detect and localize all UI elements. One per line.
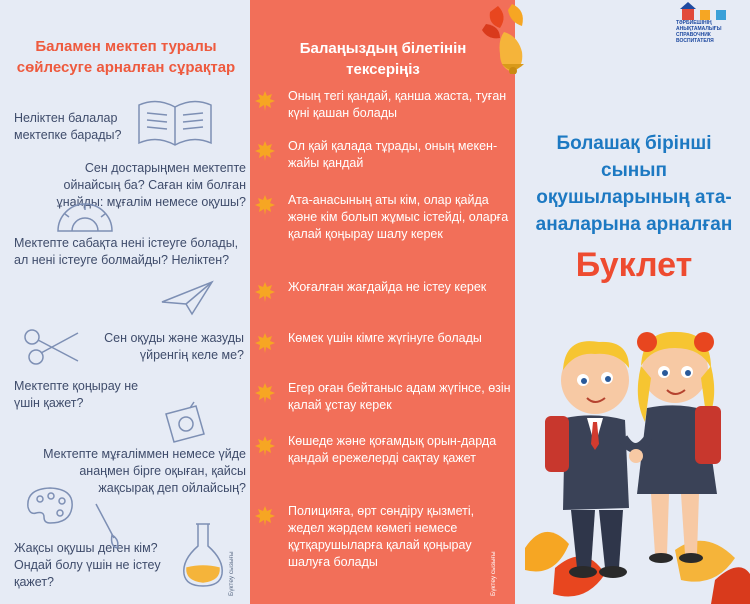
- maple-leaf-icon: [254, 279, 282, 308]
- checklist-item-2: [254, 138, 512, 172]
- question-7: Жақсы оқушы деген кім? Ондай болу үшін не істеу қажет?: [14, 541, 161, 589]
- question-5: Мектепте қоңырау не үшін қажет?: [14, 379, 139, 410]
- checklist-item-5: [254, 330, 512, 359]
- scissors-icon: [22, 325, 82, 370]
- sharpener-icon: [160, 400, 210, 445]
- checklist-item-8: [254, 503, 512, 571]
- flask-icon: [178, 520, 228, 590]
- checklist-item-4: [254, 279, 512, 308]
- checklist-item-1: [254, 88, 512, 122]
- checklist-item-6: [254, 380, 512, 414]
- checklist-item-text: Көшеде және қоғамдық орын-дарда қандай ережелерді сақтау қажет: [288, 434, 497, 465]
- checklist-item-text: Полицияға, өрт сөндіру қызметі, жедел жәрдем көмегі немесе құтқарушыларға қалай қоңырау шалуға болады: [288, 504, 475, 569]
- question-2: Сен достарыңмен мектепте ойнайсың ба? Саған кім болған ұнайды: мұғалім немесе оқушы?: [56, 161, 246, 209]
- maple-leaf-icon: [254, 433, 282, 467]
- checklist-item-text: Ол қай қалада тұрады, оның мекен-жайы қандай: [288, 139, 498, 170]
- maple-leaf-icon: [254, 88, 282, 122]
- question-1: Неліктен балалар мектепке барады?: [14, 111, 122, 142]
- school-building-logo: [676, 2, 742, 20]
- checklist-item-text: Ата-анасының аты кім, олар қайда және кім болып жұмыс істейді, оларға қалай қоңырау шалу керек: [288, 193, 509, 241]
- checklist-item-text: Жоғалған жағдайда не істеу керек: [288, 280, 487, 294]
- left-panel-title: Баламен мектеп туралы сөйлесуге арналған сұрақтар: [16, 38, 236, 76]
- fold-line-label-left: Бүктеу сызығы: [228, 551, 235, 596]
- checklist-item-7: [254, 433, 512, 467]
- maple-leaf-icon: [254, 138, 282, 172]
- paint-brush-icon: [92, 500, 122, 550]
- checklist-item-text: Егер оған бейтаныс адам жүгінсе, өзін қалай ұстау керек: [288, 381, 511, 412]
- question-3: Мектепте сабақта нені істеуге болады, ал нені істеуге болмайды? Неліктен?: [14, 236, 239, 267]
- protractor-icon: [55, 200, 115, 234]
- checklist-item-3: [254, 192, 512, 243]
- booklet-title: Буклет: [575, 246, 693, 284]
- maple-leaf-icon: [254, 192, 282, 243]
- schoolchildren-illustration: [525, 318, 750, 604]
- maple-leaf-icon: [254, 380, 282, 414]
- open-book-icon: [135, 95, 215, 150]
- booklet-heading: Болашақ бірінші сынып оқушыларының ата-аналарына арналған: [535, 133, 733, 235]
- checklist-item-text: Көмек үшін кімге жүгінуге болады: [288, 331, 482, 345]
- maple-leaf-icon: [254, 330, 282, 359]
- question-4: Сен оқуды және жазуды үйренгің келе ме?: [104, 331, 244, 362]
- middle-panel-title: Балаңыздың білетінін тексеріңіз: [299, 40, 467, 78]
- fold-line-label-middle: Бүктеу сызығы: [490, 551, 497, 596]
- paper-plane-icon: [160, 278, 215, 318]
- checklist-item-text: Оның тегі қандай, қанша жаста, туған күні қашан болады: [288, 89, 507, 120]
- question-6: Мектепте мұғаліммен немесе үйде анаңмен бірге оқыған, қайсы жақсырақ деп ойлайсың?: [43, 447, 246, 495]
- maple-leaf-icon: [254, 503, 282, 571]
- paint-palette-icon: [20, 483, 80, 528]
- logo-text: ТӘРБИЕШІНІҢ АНЫҚТАМАЛЫҒЫ СПРАВОЧНИК ВОСПИТАТЕЛЯ: [676, 20, 722, 44]
